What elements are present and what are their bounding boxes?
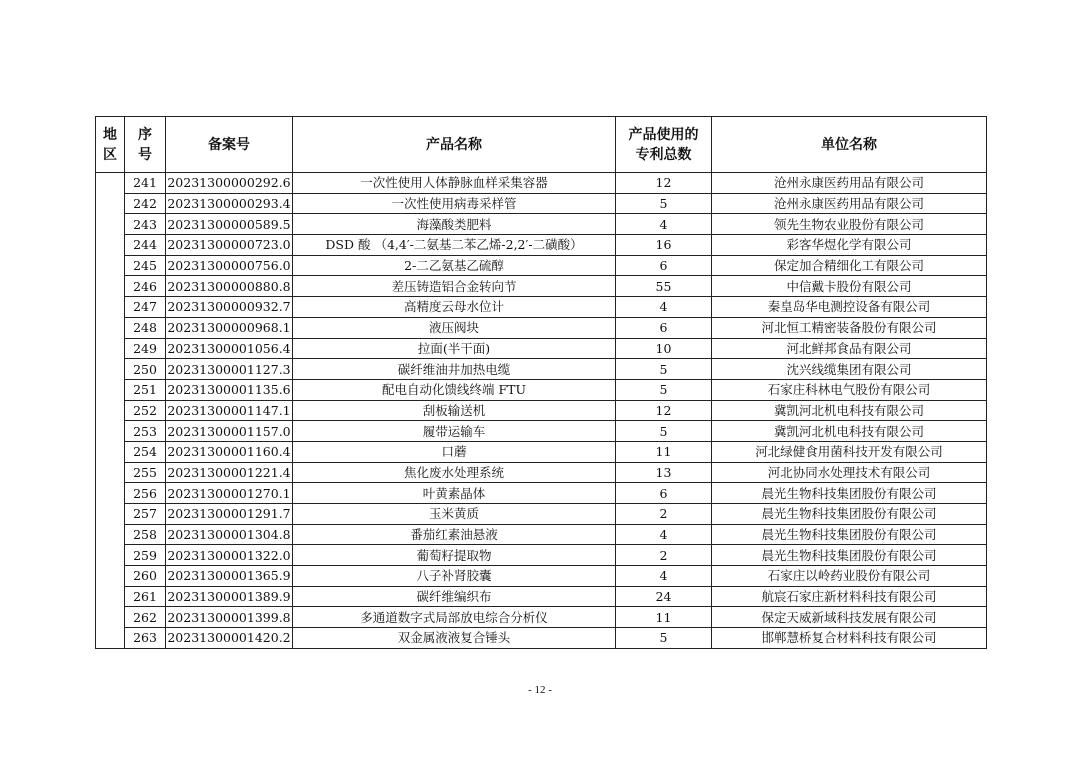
cell-product-name: 刮板输送机 <box>293 400 616 421</box>
table-row <box>96 276 987 297</box>
table-row <box>96 379 987 400</box>
table-row <box>96 545 987 566</box>
cell-seq: 248 <box>125 317 166 338</box>
cell-patent-count: 5 <box>616 193 712 214</box>
cell-patent-count: 2 <box>616 504 712 525</box>
cell-product-name: 叶黄素晶体 <box>293 483 616 504</box>
table-row <box>96 255 987 276</box>
cell-record-no: 20231300001389.9 <box>166 586 293 607</box>
header-product-name: 产品名称 <box>293 117 616 173</box>
cell-product-name: 拉面(半干面) <box>293 338 616 359</box>
table-row <box>96 359 987 380</box>
cell-product-name: 碳纤维编织布 <box>293 586 616 607</box>
cell-seq: 262 <box>125 607 166 628</box>
cell-seq: 252 <box>125 400 166 421</box>
cell-product-name: 双金属液液复合锤头 <box>293 628 616 649</box>
cell-seq: 247 <box>125 297 166 318</box>
cell-seq: 245 <box>125 255 166 276</box>
header-record-no: 备案号 <box>166 117 293 173</box>
cell-product-name: 多通道数字式局部放电综合分析仪 <box>293 607 616 628</box>
table-row <box>96 504 987 525</box>
cell-seq: 254 <box>125 441 166 462</box>
cell-product-name: 番茄红素油悬液 <box>293 524 616 545</box>
cell-patent-count: 11 <box>616 607 712 628</box>
cell-product-name: 差压铸造铝合金转向节 <box>293 276 616 297</box>
cell-record-no: 20231300001221.4 <box>166 462 293 483</box>
table-row <box>96 193 987 214</box>
table-row <box>96 586 987 607</box>
cell-patent-count: 6 <box>616 317 712 338</box>
cell-patent-count: 12 <box>616 400 712 421</box>
cell-company: 河北恒工精密装备股份有限公司 <box>712 317 987 338</box>
cell-record-no: 20231300001056.4 <box>166 338 293 359</box>
table-row <box>96 235 987 256</box>
cell-company: 河北鲜邦食品有限公司 <box>712 338 987 359</box>
cell-record-no: 20231300001291.7 <box>166 504 293 525</box>
cell-company: 河北协同水处理技术有限公司 <box>712 462 987 483</box>
cell-patent-count: 5 <box>616 359 712 380</box>
table-row <box>96 317 987 338</box>
cell-seq: 250 <box>125 359 166 380</box>
cell-product-name: 液压阀块 <box>293 317 616 338</box>
table-row <box>96 338 987 359</box>
cell-patent-count: 5 <box>616 628 712 649</box>
patent-product-table <box>95 116 987 649</box>
cell-record-no: 20231300001399.8 <box>166 607 293 628</box>
header-seq: 序 号 <box>125 117 166 173</box>
cell-patent-count: 16 <box>616 235 712 256</box>
cell-seq: 253 <box>125 421 166 442</box>
table-body <box>96 173 987 649</box>
cell-company: 沧州永康医药用品有限公司 <box>712 193 987 214</box>
cell-patent-count: 4 <box>616 297 712 318</box>
cell-company: 领先生物农业股份有限公司 <box>712 214 987 235</box>
cell-record-no: 20231300000589.5 <box>166 214 293 235</box>
cell-company: 冀凯河北机电科技有限公司 <box>712 421 987 442</box>
cell-product-name: 焦化废水处理系统 <box>293 462 616 483</box>
cell-record-no: 20231300001157.0 <box>166 421 293 442</box>
table-row <box>96 421 987 442</box>
cell-patent-count: 12 <box>616 173 712 194</box>
cell-company: 保定天威新域科技发展有限公司 <box>712 607 987 628</box>
cell-product-name: 碳纤维油井加热电缆 <box>293 359 616 380</box>
cell-seq: 257 <box>125 504 166 525</box>
cell-company: 石家庄以岭药业股份有限公司 <box>712 566 987 587</box>
cell-record-no: 20231300000932.7 <box>166 297 293 318</box>
header-region: 地 区 <box>96 117 125 173</box>
cell-product-name: 八子补肾胶囊 <box>293 566 616 587</box>
table-row <box>96 566 987 587</box>
cell-company: 晨光生物科技集团股份有限公司 <box>712 483 987 504</box>
cell-record-no: 20231300001127.3 <box>166 359 293 380</box>
cell-product-name: 一次性使用病毒采样管 <box>293 193 616 214</box>
header-company: 单位名称 <box>712 117 987 173</box>
cell-company: 保定加合精细化工有限公司 <box>712 255 987 276</box>
table-row <box>96 462 987 483</box>
cell-record-no: 20231300001147.1 <box>166 400 293 421</box>
cell-record-no: 20231300001304.8 <box>166 524 293 545</box>
cell-company: 冀凯河北机电科技有限公司 <box>712 400 987 421</box>
cell-company: 沈兴线缆集团有限公司 <box>712 359 987 380</box>
header-patent-count: 产品使用的 专利总数 <box>616 117 712 173</box>
cell-company: 晨光生物科技集团股份有限公司 <box>712 524 987 545</box>
cell-seq: 255 <box>125 462 166 483</box>
cell-patent-count: 11 <box>616 441 712 462</box>
cell-patent-count: 4 <box>616 566 712 587</box>
table-row <box>96 400 987 421</box>
cell-seq: 241 <box>125 173 166 194</box>
cell-product-name: 高精度云母水位计 <box>293 297 616 318</box>
cell-patent-count: 10 <box>616 338 712 359</box>
cell-record-no: 20231300000968.1 <box>166 317 293 338</box>
cell-patent-count: 2 <box>616 545 712 566</box>
cell-seq: 251 <box>125 379 166 400</box>
cell-seq: 260 <box>125 566 166 587</box>
cell-record-no: 20231300001322.0 <box>166 545 293 566</box>
cell-seq: 256 <box>125 483 166 504</box>
cell-product-name: 海藻酸类肥料 <box>293 214 616 235</box>
cell-company: 彩客华煜化学有限公司 <box>712 235 987 256</box>
cell-company: 石家庄科林电气股份有限公司 <box>712 379 987 400</box>
cell-company: 邯郸慧桥复合材料科技有限公司 <box>712 628 987 649</box>
cell-company: 航宸石家庄新材料科技有限公司 <box>712 586 987 607</box>
cell-patent-count: 5 <box>616 379 712 400</box>
cell-record-no: 20231300000723.0 <box>166 235 293 256</box>
table-row <box>96 483 987 504</box>
cell-patent-count: 6 <box>616 483 712 504</box>
cell-seq: 249 <box>125 338 166 359</box>
cell-record-no: 20231300000756.0 <box>166 255 293 276</box>
table-row <box>96 297 987 318</box>
cell-company: 晨光生物科技集团股份有限公司 <box>712 545 987 566</box>
cell-company: 晨光生物科技集团股份有限公司 <box>712 504 987 525</box>
cell-seq: 261 <box>125 586 166 607</box>
cell-record-no: 20231300000293.4 <box>166 193 293 214</box>
cell-seq: 242 <box>125 193 166 214</box>
cell-seq: 259 <box>125 545 166 566</box>
cell-record-no: 20231300001365.9 <box>166 566 293 587</box>
cell-record-no: 20231300000880.8 <box>166 276 293 297</box>
cell-region <box>96 173 125 649</box>
cell-record-no: 20231300001420.2 <box>166 628 293 649</box>
cell-seq: 246 <box>125 276 166 297</box>
cell-patent-count: 6 <box>616 255 712 276</box>
cell-seq: 244 <box>125 235 166 256</box>
cell-company: 秦皇岛华电测控设备有限公司 <box>712 297 987 318</box>
header-row <box>96 117 987 173</box>
page-number: - 12 - <box>528 684 552 696</box>
table-header <box>96 117 987 173</box>
cell-company: 沧州永康医药用品有限公司 <box>712 173 987 194</box>
cell-product-name: 玉米黄质 <box>293 504 616 525</box>
table-row <box>96 607 987 628</box>
cell-record-no: 20231300001135.6 <box>166 379 293 400</box>
cell-seq: 243 <box>125 214 166 235</box>
cell-product-name: DSD 酸 （4,4′-二氨基二苯乙烯-2,2′-二磺酸） <box>293 235 616 256</box>
cell-product-name: 履带运输车 <box>293 421 616 442</box>
table-row <box>96 173 987 194</box>
table-row <box>96 214 987 235</box>
cell-seq: 258 <box>125 524 166 545</box>
cell-patent-count: 4 <box>616 214 712 235</box>
cell-product-name: 一次性使用人体静脉血样采集容器 <box>293 173 616 194</box>
cell-product-name: 2-二乙氨基乙硫醇 <box>293 255 616 276</box>
table-row <box>96 524 987 545</box>
cell-patent-count: 5 <box>616 421 712 442</box>
table-row <box>96 628 987 649</box>
cell-product-name: 配电自动化馈线终端 FTU <box>293 379 616 400</box>
cell-record-no: 20231300001270.1 <box>166 483 293 504</box>
cell-patent-count: 4 <box>616 524 712 545</box>
cell-record-no: 20231300001160.4 <box>166 441 293 462</box>
table-row <box>96 441 987 462</box>
cell-product-name: 口蘑 <box>293 441 616 462</box>
cell-patent-count: 13 <box>616 462 712 483</box>
cell-company: 河北绿健食用菌科技开发有限公司 <box>712 441 987 462</box>
cell-product-name: 葡萄籽提取物 <box>293 545 616 566</box>
cell-patent-count: 24 <box>616 586 712 607</box>
cell-company: 中信戴卡股份有限公司 <box>712 276 987 297</box>
cell-seq: 263 <box>125 628 166 649</box>
cell-record-no: 20231300000292.6 <box>166 173 293 194</box>
cell-patent-count: 55 <box>616 276 712 297</box>
